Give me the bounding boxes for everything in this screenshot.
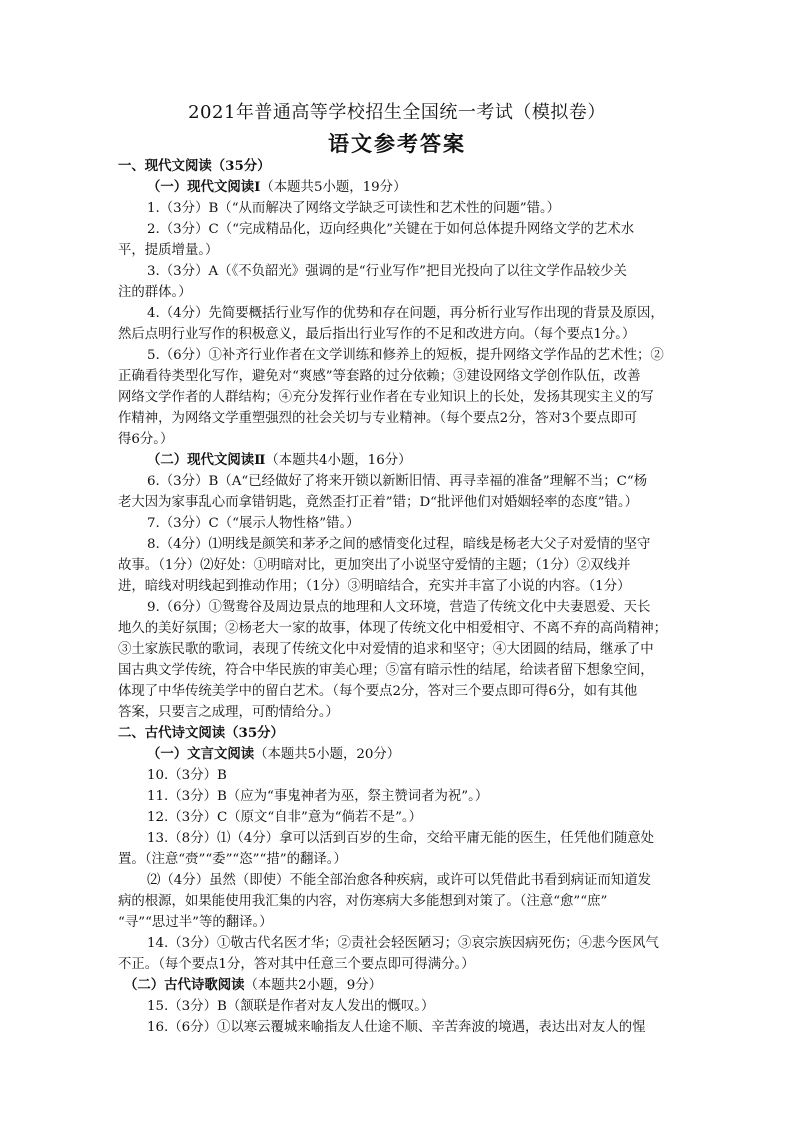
line-text: 14.（3分）①敬古代名医才华；②责社会轻医陋习；③哀宗族因病死伤；④悲今医风气 bbox=[147, 936, 659, 951]
answer-line bbox=[118, 1017, 678, 1038]
line-text: 答案，只要言之成理，可酌情给分。） bbox=[118, 705, 339, 720]
subsection-note: （本题共5小题，20分） bbox=[254, 747, 401, 762]
line-text: 国古典文学传统，符合中华民族的审美心理；⑤富有暗示性的结尾，给读者留下想象空间， bbox=[118, 663, 654, 678]
line-text: （一）文言文阅读 bbox=[147, 746, 255, 762]
line-text: 注的群体。） bbox=[118, 285, 192, 300]
line-text: 体现了中华传统美学中的留白艺术。（每个要点2分，答对三个要点即可得6分，如有其他 bbox=[118, 684, 638, 699]
line-text: 10.（3分）B bbox=[147, 768, 227, 783]
answer-line bbox=[118, 681, 678, 702]
answer-line bbox=[118, 933, 678, 954]
answer-line bbox=[118, 324, 678, 345]
line-text: ⑵（4分）虽然（即使）不能全部治愈各种疾病，或许可以凭借此书看到病证而知道发 bbox=[147, 873, 651, 888]
answer-line bbox=[118, 198, 678, 219]
answer-line bbox=[118, 429, 678, 450]
line-text: 16.（6分）①以寒云覆城来喻指友人仕途不顺、辛苦奔波的境遇，表达出对友人的惺 bbox=[147, 1020, 646, 1035]
answer-line bbox=[118, 492, 678, 513]
answer-line bbox=[118, 996, 678, 1017]
line-text: 12.（3分）C（原文“自非”意为“倘若不是”。） bbox=[147, 810, 422, 825]
answer-line bbox=[118, 891, 678, 912]
answer-line bbox=[118, 912, 678, 933]
line-text: 老大因为家事乱心而拿错钥匙，竟然歪打正着”错；D“批评他们对婚姻轻率的态度”错。） bbox=[118, 495, 639, 510]
line-text: （一）现代文阅读Ⅰ bbox=[147, 179, 261, 195]
line-text: 二、古代诗文阅读（35分） bbox=[118, 725, 284, 741]
line-text: 9.（6分）①鸳鸯谷及周边景点的地理和人文环境，营造了传统文化中夫妻恩爱、天长 bbox=[147, 600, 651, 615]
answer-line bbox=[118, 807, 678, 828]
section-heading bbox=[118, 723, 678, 744]
answer-line bbox=[118, 576, 678, 597]
line-text: ③土家族民歌的歌词，表现了传统文化中对爱情的追求和坚守；④大团圆的结局，继承了中 bbox=[118, 642, 654, 657]
line-text: “寻”“思过半”等的翻译。） bbox=[118, 915, 273, 930]
answer-body bbox=[118, 156, 678, 1038]
answer-key-title: 语文参考答案 bbox=[328, 131, 466, 156]
answer-line bbox=[118, 870, 678, 891]
subsection-heading bbox=[118, 177, 678, 198]
line-text: 13.（8分）⑴（4分）拿可以活到百岁的生命，交给平庸无能的医生，任凭他们随意处 bbox=[147, 831, 655, 846]
answer-line bbox=[118, 555, 678, 576]
line-text: 网络文学作者的人群结构；④充分发挥行业作者在专业知识上的长处，发扬其现实主义的写 bbox=[118, 390, 654, 405]
subsection-heading bbox=[118, 450, 678, 471]
line-text: 地久的美好氛围；②杨老大一家的故事，体现了传统文化中相爱相守、不离不弃的高尚精神； bbox=[118, 621, 668, 636]
subsection-note: （本题共4小题，16分） bbox=[265, 453, 412, 468]
answer-line bbox=[118, 534, 678, 555]
answer-line bbox=[118, 303, 678, 324]
line-text: 不正。（每个要点1分，答对其中任意三个要点即可得满分。） bbox=[118, 957, 475, 972]
answer-line bbox=[118, 786, 678, 807]
line-text: 4.（4分）先简要概括行业写作的优势和存在问题，再分析行业写作出现的背景及原因， bbox=[147, 306, 664, 321]
answer-line bbox=[118, 849, 678, 870]
line-text: 7.（3分）C（“展示人物性格”错。） bbox=[147, 516, 360, 531]
answer-line bbox=[118, 660, 678, 681]
subsection-heading bbox=[118, 744, 678, 765]
line-text: 进，暗线对明线起到推动作用；（1分）③明暗结合，充实并丰富了小说的内容。（1分） bbox=[118, 579, 631, 594]
answer-line bbox=[118, 219, 678, 240]
answer-line bbox=[118, 387, 678, 408]
answer-line bbox=[118, 618, 678, 639]
answer-line bbox=[118, 408, 678, 429]
line-text: 2.（3分）C（“完成精品化，迈向经典化”关键在于如何总体提升网络文学的艺术水 bbox=[147, 222, 635, 237]
line-text: 然后点明行业写作的积极意义，最后指出行业写作的不足和改进方向。（每个要点1分。） bbox=[118, 327, 636, 342]
answer-line bbox=[118, 345, 678, 366]
answer-line bbox=[118, 597, 678, 618]
line-text: （二）古代诗歌阅读 bbox=[124, 977, 245, 993]
answer-line bbox=[118, 366, 678, 387]
answer-line bbox=[118, 240, 678, 261]
line-text: 得6分。） bbox=[118, 432, 174, 447]
answer-line bbox=[118, 765, 678, 786]
answer-line bbox=[118, 471, 678, 492]
line-text: 1.（3分）B（“从而解决了网络文学缺乏可读性和艺术性的问题”错。） bbox=[147, 201, 561, 216]
line-text: 病的根源，如果能使用我汇集的内容，对伤寒病大多能想到对策了。（注意“愈”“庶” bbox=[118, 894, 608, 909]
line-text: 6.（3分）B（A“已经做好了将来开锁以新断旧情、再寻幸福的准备”理解不当；C“杨 bbox=[147, 474, 648, 489]
answer-line bbox=[118, 954, 678, 975]
exam-title: 2021年普通高等学校招生全国统一考试（模拟卷） bbox=[188, 102, 606, 123]
answer-line bbox=[118, 282, 678, 303]
answer-line bbox=[118, 261, 678, 282]
answer-line bbox=[118, 828, 678, 849]
answer-line bbox=[118, 513, 678, 534]
line-text: 正确看待类型化写作，避免对“爽感”等套路的过分依赖；③建设网络文学创作队伍，改善 bbox=[118, 369, 641, 384]
answer-line bbox=[118, 702, 678, 723]
subsection-note: （本题共2小题，9分） bbox=[244, 978, 383, 993]
answer-line bbox=[118, 639, 678, 660]
line-text: 11.（3分）B（应为“事鬼神者为巫，祭主赞词者为祝”。） bbox=[147, 789, 489, 804]
line-text: 3.（3分）A（《不负韶光》强调的是“行业写作”把目光投向了以往文学作品较少关 bbox=[147, 264, 627, 279]
subsection-note: （本题共5小题，19分） bbox=[260, 180, 407, 195]
line-text: 15.（3分）B（颔联是作者对友人发出的慨叹。） bbox=[147, 999, 435, 1014]
line-text: （二）现代文阅读Ⅱ bbox=[147, 452, 266, 468]
section-heading bbox=[118, 156, 678, 177]
line-text: 作精神，为网络文学重塑强烈的社会关切与专业精神。（每个要点2分，答对3个要点即可 bbox=[118, 411, 638, 426]
subsection-heading bbox=[118, 975, 678, 996]
line-text: 一、现代文阅读（35分） bbox=[118, 158, 271, 174]
line-text: 故事。（1分）⑵好处：①明暗对比，更加突出了小说坚守爱情的主题；（1分）②双线并 bbox=[118, 558, 631, 573]
line-text: 置。（注意“赍”“委”“恣”“措”的翻译。） bbox=[118, 852, 347, 867]
line-text: 平，提质增量。） bbox=[118, 243, 219, 258]
line-text: 5.（6分）①补齐行业作者在文学训练和修养上的短板，提升网络文学作品的艺术性；② bbox=[147, 348, 664, 363]
line-text: 8.（4分）⑴明线是颜笑和茅矛之间的感情变化过程，暗线是杨老大父子对爱情的坚守 bbox=[147, 537, 651, 552]
